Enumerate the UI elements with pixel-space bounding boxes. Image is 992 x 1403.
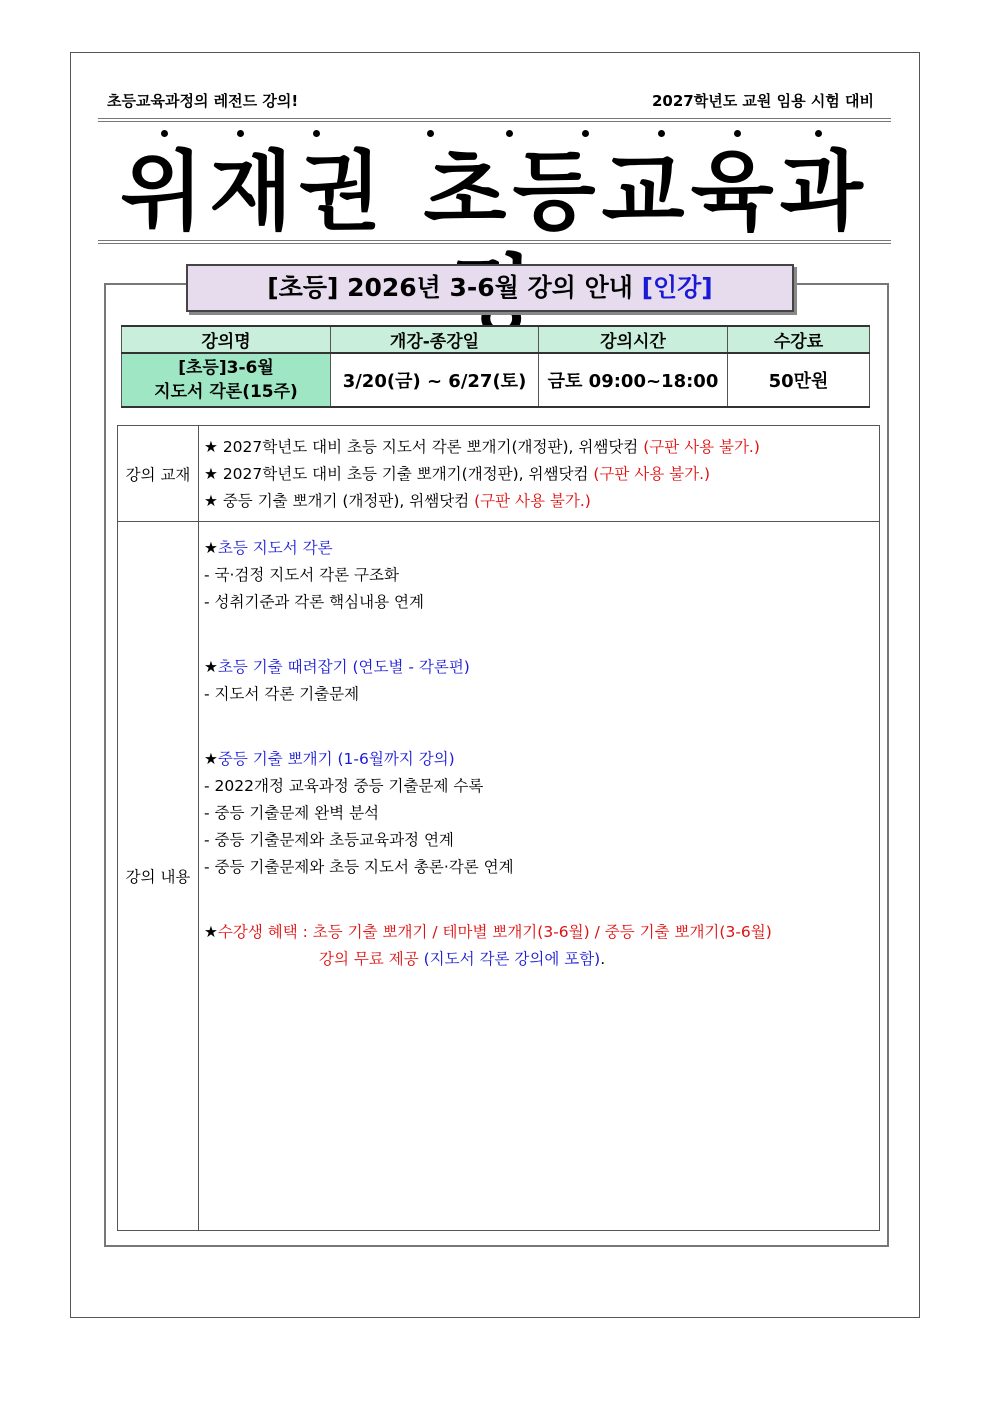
section-heading-text: 초등 기출 때려잡기 (연도별 - 각론편) [217, 658, 470, 676]
header-fee: 수강료 [728, 326, 870, 353]
benefit-free-text: 강의 무료 제공 [319, 950, 424, 968]
course-name-line2: 지도서 각론(15주) [154, 382, 298, 402]
textbook-item-text: ★ 2027학년도 대비 초등 지도서 각론 뽀개기(개정판), 위쌤닷컴 [204, 438, 644, 456]
header-dates: 개강-종강일 [331, 326, 539, 353]
spacer [199, 616, 879, 654]
course-table-row [122, 353, 870, 407]
emphasis-dot [658, 130, 665, 137]
textbook-item [199, 434, 879, 461]
list-item: - 지도서 각론 기출문제 [204, 685, 360, 703]
emphasis-dot [237, 130, 244, 137]
list-item: - 중등 기출문제와 초등 지도서 총론·각론 연계 [204, 858, 514, 876]
emphasis-dot [815, 130, 822, 137]
list-item: - 2022개정 교육과정 중등 기출문제 수록 [204, 777, 484, 795]
banner-text: [초등] 2026년 3-6월 강의 안내 [267, 273, 642, 302]
header-course-name: 강의명 [122, 326, 331, 353]
emphasis-dot [734, 130, 741, 137]
title-rule-bottom-2 [98, 243, 891, 244]
section-heading-text: 중등 기출 뽀개기 (1-6월까지 강의) [217, 750, 455, 768]
title-rule-bottom [98, 240, 891, 241]
header-rule-top [98, 118, 891, 119]
textbook-label: 강의 교재 [118, 426, 199, 522]
benefit-line-1 [199, 919, 879, 946]
star-icon: ★ [204, 750, 218, 768]
course-banner [186, 264, 794, 312]
section-heading [199, 535, 879, 562]
header-rule-top-2 [98, 121, 891, 122]
list-item: - 성취기준과 각론 핵심내용 연계 [204, 593, 424, 611]
course-name-cell [122, 353, 331, 407]
course-table [121, 325, 870, 408]
list-item: - 국·검정 지도서 각론 구조화 [204, 566, 399, 584]
textbook-item-note: (구판 사용 불가.) [474, 492, 591, 510]
course-fee: 50만원 [728, 353, 870, 407]
detail-table [117, 425, 880, 1231]
course-name-line1: [초등]3-6월 [178, 358, 274, 378]
main-title: 위재권 초등교육과 [120, 142, 869, 242]
benefit-period: . [600, 950, 606, 968]
emphasis-dot [313, 130, 320, 137]
list-item: - 중등 기출문제와 초등교육과정 연계 [204, 831, 454, 849]
textbook-item-text: ★ 2027학년도 대비 초등 기출 뽀개기(개정판), 위쌤닷컴 [204, 465, 594, 483]
content-label: 강의 내용 [118, 522, 199, 1231]
spacer [199, 708, 879, 746]
emphasis-dot [427, 130, 434, 137]
textbook-row [118, 426, 880, 522]
star-icon: ★ [204, 923, 218, 941]
benefit-text: 수강생 혜택 : 초등 기출 뽀개기 / 테마별 뽀개기(3-6월) / 중등 기출 뽀개기(3-6월) [217, 923, 772, 941]
header-time: 강의시간 [539, 326, 728, 353]
course-dates: 3/20(금) ~ 6/27(토) [331, 353, 539, 407]
content-row [118, 522, 880, 1231]
list-item: - 중등 기출문제 완벽 분석 [204, 804, 380, 822]
emphasis-dot [506, 130, 513, 137]
section-heading [199, 746, 879, 773]
textbook-item-note: (구판 사용 불가.) [643, 438, 760, 456]
section-heading-text: 초등 지도서 각론 [217, 539, 333, 557]
textbook-item-text: ★ 중등 기출 뽀개기 (개정판), 위쌤닷컴 [204, 492, 475, 510]
benefit-line-2 [199, 946, 879, 973]
emphasis-dot [582, 130, 589, 137]
spacer [199, 881, 879, 919]
content-list [199, 522, 880, 1231]
textbook-list [199, 426, 880, 522]
star-icon: ★ [204, 658, 218, 676]
banner-accent: [인강] [641, 273, 713, 302]
section-heading [199, 654, 879, 681]
textbook-item [199, 461, 879, 488]
course-time: 금토 09:00~18:00 [539, 353, 728, 407]
textbook-item-note: (구판 사용 불가.) [593, 465, 711, 483]
benefit-included-text: (지도서 각론 강의에 포함) [423, 950, 601, 968]
course-table-header-row [122, 326, 870, 353]
header-left-text: 초등교육과정의 레전드 강의! [107, 92, 299, 110]
header-right-text: 2027학년도 교원 임용 시험 대비 [651, 92, 874, 110]
textbook-item [199, 488, 879, 515]
star-icon: ★ [204, 539, 218, 557]
emphasis-dot [161, 130, 168, 137]
